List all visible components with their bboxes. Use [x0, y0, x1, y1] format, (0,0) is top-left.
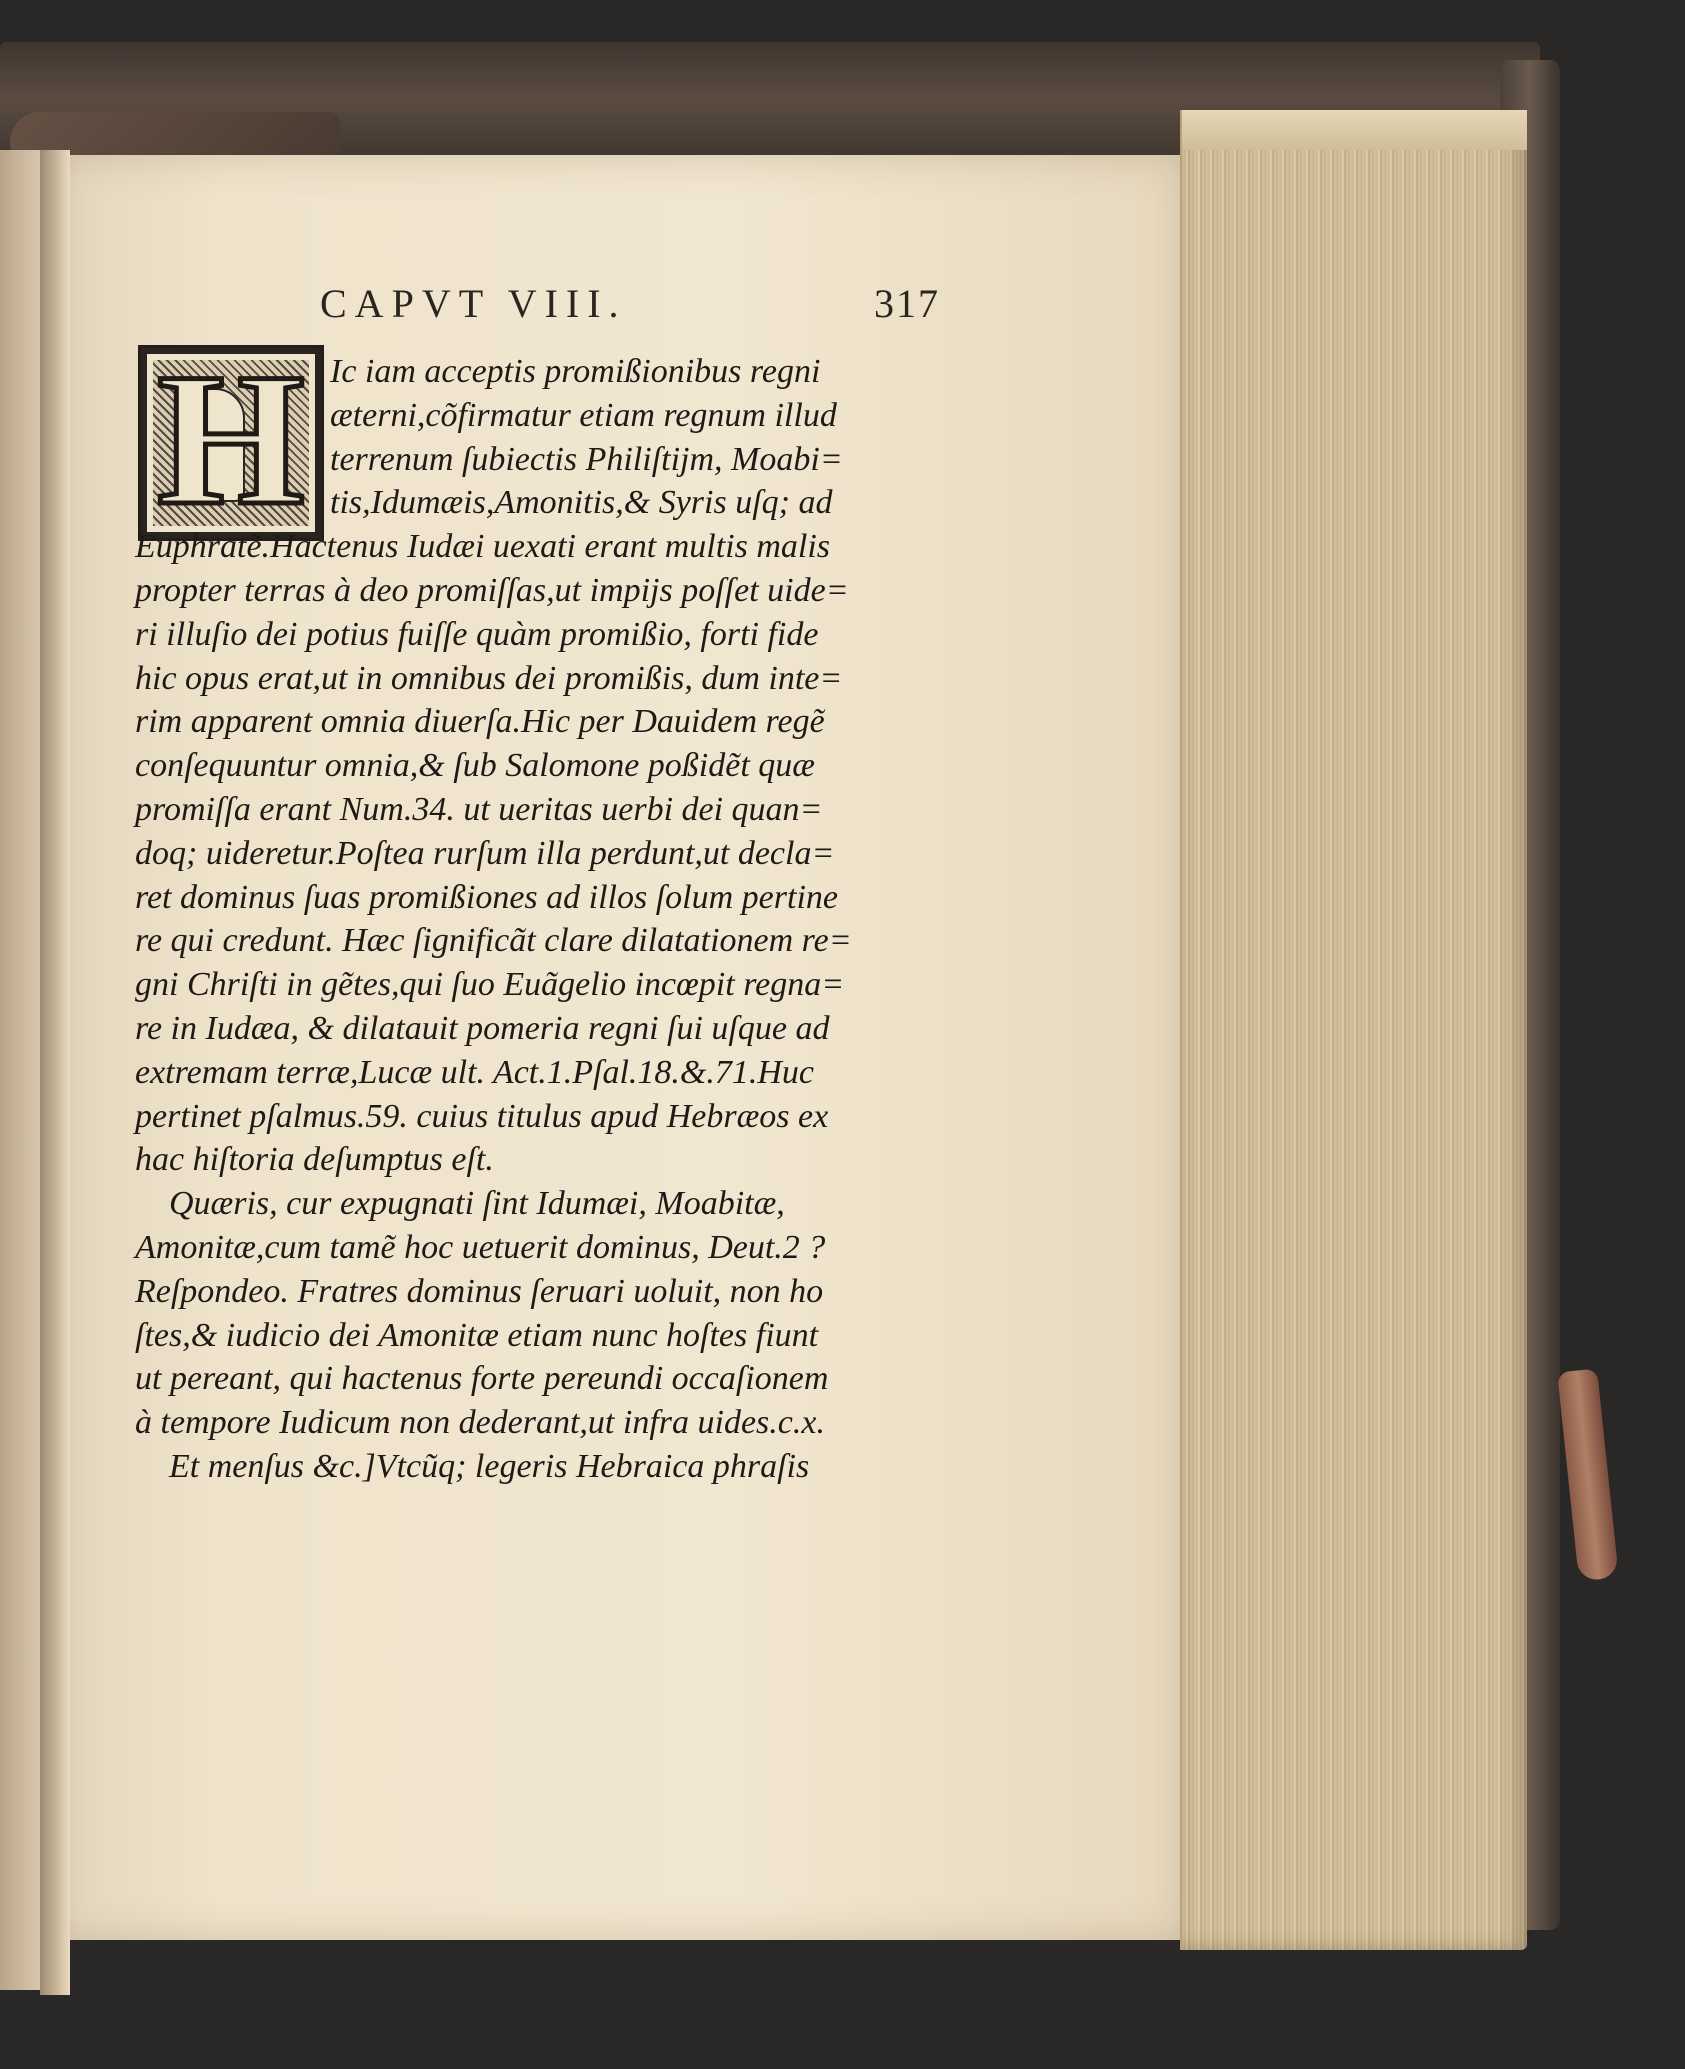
text-line: Euphratẽ.Hactenus Iudæi uexati erant multis malis [135, 528, 831, 566]
text-line: re in Iudæa, & dilatauit pomeria regni ſui uſque ad [135, 1009, 830, 1047]
page-header [320, 280, 940, 340]
text-line: propter terras à deo promiſſas,ut impijs poſſet uide= [135, 571, 849, 609]
text-line: promiſſa erant Num.34. ut ueritas uerbi dei quan= [135, 790, 823, 828]
text-line: æterni,cõfirmatur etiam regnum illud [330, 396, 837, 434]
text-line: ut pereant, qui hactenus forte pereundi occaſionem [135, 1360, 829, 1398]
text-line: hic opus erat,ut in omnibus dei promißis, dum inte= [135, 659, 843, 697]
text-line: Quæris, cur expugnati ſint Idumæi, Moabitæ, [169, 1185, 785, 1223]
page-stack-top [1182, 110, 1527, 150]
text-line: gni Chriſti in gẽtes,qui ſuo Euãgelio incœpit regna= [135, 966, 845, 1004]
initial-letter: H [157, 345, 305, 541]
body-text [135, 350, 925, 1489]
text-line: pertinet pſalmus.59. cuius titulus apud Hebræos ex [135, 1097, 829, 1135]
text-line: Amonitæ,cum tamẽ hoc uetuerit dominus, Deut.2 ? [135, 1228, 826, 1266]
text-line: Ic iam acceptis promißionibus regni [330, 353, 821, 390]
text-line: rim apparent omnia diuerſa.Hic per Dauidem regẽ [135, 703, 825, 741]
text-line: doq; uideretur.Poſtea rurſum illa perdunt,ut decla= [135, 834, 835, 872]
text-line: terrenum ſubiectis Philiſtijm, Moabi= [330, 440, 843, 478]
page-gutter [40, 150, 70, 1995]
running-head: CAPVT VIII. [320, 281, 627, 326]
text-line: hac hiſtoria deſumptus eſt. [135, 1141, 494, 1179]
text-line: conſequuntur omnia,& ſub Salomone poßidẽt quæ [135, 747, 815, 785]
text-line: Reſpondeo. Fratres dominus ſeruari uoluit, non ho [135, 1272, 824, 1310]
text-line: re qui credunt. Hæc ſignificãt clare dilatationem re= [135, 922, 852, 960]
text-line: ret dominus ſuas promißiones ad illos ſolum pertine [135, 878, 838, 916]
text-line: tis,Idumæis,Amonitis,& Syris uſq; ad [330, 484, 833, 522]
text-line: Et menſus &c.]Vtcũq; legeris Hebraica phraſis [169, 1447, 810, 1485]
text-line: ſtes,& iudicio dei Amonitæ etiam nunc hoſtes fiunt [135, 1316, 819, 1354]
text-line: extremam terræ,Lucæ ult. Act.1.Pſal.18.&.71.Huc [135, 1053, 814, 1091]
page-stack-fore-edge [1180, 110, 1527, 1950]
page-number: 317 [874, 281, 940, 326]
ribbon-bookmark [1557, 1368, 1619, 1581]
text-line: à tempore Iudicum non dederant,ut infra uides.c.x. [135, 1404, 825, 1442]
text-line: ri illuſio dei potius fuiſſe quàm promißio, forti fide [135, 615, 819, 653]
